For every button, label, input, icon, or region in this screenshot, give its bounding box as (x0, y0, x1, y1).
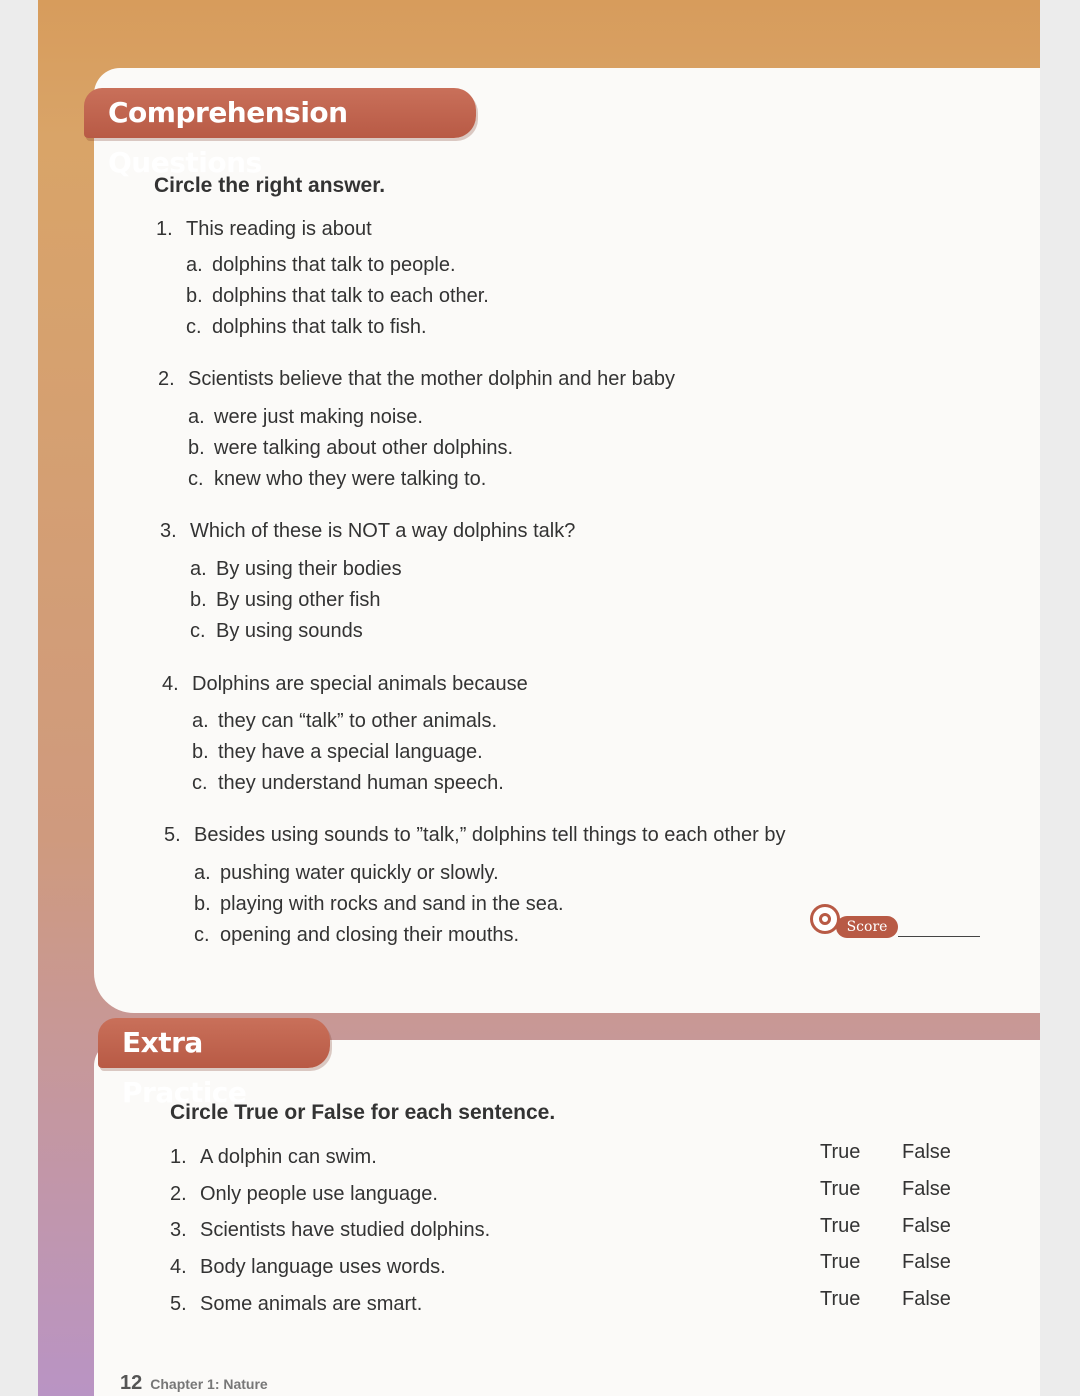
question-1: 1. This reading is about (156, 218, 372, 240)
tf-item-3: 3. Scientists have studied dolphins. (170, 1219, 491, 1241)
page-footer (120, 1372, 268, 1395)
score-box (810, 902, 980, 938)
tf-item-5-false[interactable]: False (902, 1288, 951, 1310)
question-5-option-c[interactable]: c. opening and closing their mouths. (194, 924, 520, 946)
tf-item-4-true[interactable]: True (820, 1251, 861, 1273)
score-line[interactable] (898, 936, 980, 937)
question-4-option-a[interactable]: a. they can “talk” to other animals. (192, 710, 498, 732)
tf-item-2: 2. Only people use language. (170, 1183, 438, 1205)
extra-instruction: Circle True or False for each sentence. (170, 1101, 556, 1124)
question-1-option-b[interactable]: b. dolphins that talk to each other. (186, 285, 489, 307)
question-4: 4. Dolphins are special animals because (162, 673, 528, 695)
question-3: 3. Which of these is NOT a way dolphins talk? (160, 520, 576, 542)
tf-item-1: 1. A dolphin can swim. (170, 1146, 377, 1168)
question-1-option-c[interactable]: c. dolphins that talk to fish. (186, 316, 427, 338)
tf-item-4: 4. Body language uses words. (170, 1256, 446, 1278)
tf-item-4-false[interactable]: False (902, 1251, 951, 1273)
question-2-option-c[interactable]: c. knew who they were talking to. (188, 468, 487, 490)
chapter-label: Chapter 1: Nature (150, 1376, 268, 1392)
question-3-option-b[interactable]: b. By using other fish (190, 589, 381, 611)
tf-item-2-true[interactable]: True (820, 1178, 861, 1200)
question-5: 5. Besides using sounds to ”talk,” dolphins tell things to each other by (164, 824, 786, 846)
workbook-page (38, 0, 1040, 1396)
tf-item-1-true[interactable]: True (820, 1141, 861, 1163)
score-label: Score (836, 916, 898, 938)
page-number: 12 (120, 1372, 143, 1394)
question-2: 2. Scientists believe that the mother dolphin and her baby (158, 368, 675, 390)
question-4-option-b[interactable]: b. they have a special language. (192, 741, 483, 763)
question-1-option-a[interactable]: a. dolphins that talk to people. (186, 254, 456, 276)
tf-item-3-false[interactable]: False (902, 1215, 951, 1237)
tf-item-2-false[interactable]: False (902, 1178, 951, 1200)
tf-item-5: 5. Some animals are smart. (170, 1293, 423, 1315)
extra-practice-title: Extra Practice (98, 1018, 330, 1068)
question-3-option-c[interactable]: c. By using sounds (190, 620, 363, 642)
question-3-option-a[interactable]: a. By using their bodies (190, 558, 402, 580)
question-5-option-a[interactable]: a. pushing water quickly or slowly. (194, 862, 499, 884)
tf-item-3-true[interactable]: True (820, 1215, 861, 1237)
question-2-option-b[interactable]: b. were talking about other dolphins. (188, 437, 514, 459)
comprehension-title: Comprehension Questions (84, 88, 476, 138)
question-4-option-c[interactable]: c. they understand human speech. (192, 772, 504, 794)
question-2-option-a[interactable]: a. were just making noise. (188, 406, 423, 428)
comprehension-instruction: Circle the right answer. (154, 174, 386, 197)
tf-item-5-true[interactable]: True (820, 1288, 861, 1310)
tf-item-1-false[interactable]: False (902, 1141, 951, 1163)
question-5-option-b[interactable]: b. playing with rocks and sand in the sea. (194, 893, 564, 915)
